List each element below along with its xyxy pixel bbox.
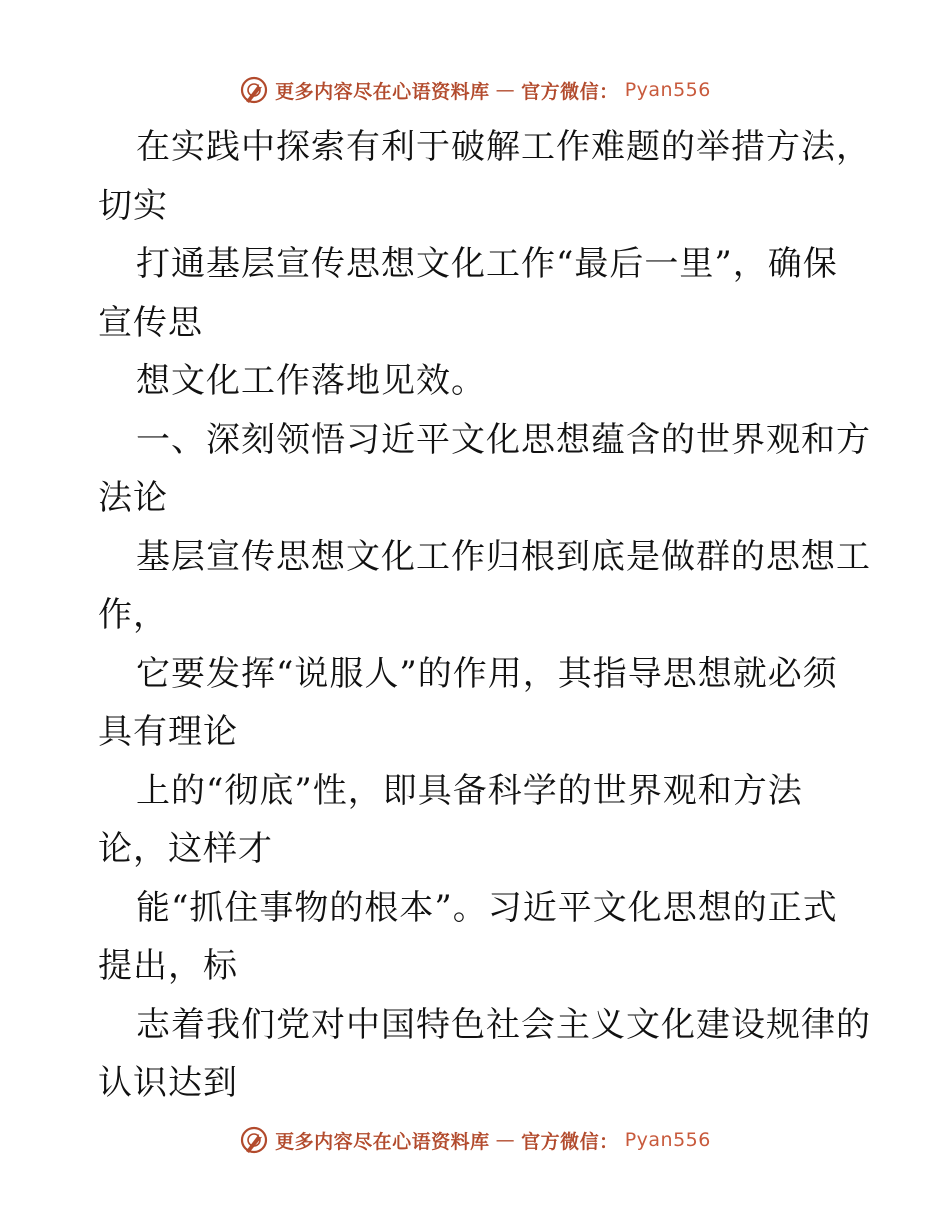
section-heading: 一、深刻领悟习近平文化思想蕴含的世界观和方 — [136, 419, 871, 460]
footer-dash: — — [495, 1129, 516, 1151]
body-line: 宣传思 — [98, 302, 203, 343]
footer-wechat-id: Pyan556 — [624, 1129, 711, 1151]
body-line: 它要发挥“说服人”的作用，其指导思想就必须 — [136, 653, 838, 694]
body-line: 论，这样才 — [98, 829, 273, 869]
header-brand-text: 更多内容尽在心语资料库 — [275, 80, 490, 103]
body-line: 上的“彻底”性，即具备科学的世界观和方法 — [136, 770, 803, 811]
body-line: 想文化工作落地见效。 — [136, 361, 486, 401]
footer-brand-text: 更多内容尽在心语资料库 — [275, 1130, 490, 1153]
section-heading-cont: 法论 — [98, 478, 168, 518]
footer-watermark — [0, 1120, 950, 1160]
pen-logo-icon — [239, 1125, 269, 1155]
header-watermark — [0, 70, 950, 110]
body-line: 具有理论 — [98, 712, 238, 752]
body-line: 在实践中探索有利于破解工作难题的举措方法， — [136, 127, 871, 167]
body-line: 提出，标 — [98, 946, 238, 986]
header-wechat-label: 官方微信： — [521, 80, 619, 103]
body-line: 打通基层宣传思想文化工作“最后一里”，确保 — [136, 244, 838, 284]
body-line: 志着我们党对中国特色社会主义文化建设规律的 — [136, 1004, 871, 1045]
header-wechat-id: Pyan556 — [624, 79, 711, 101]
body-line: 认识达到 — [98, 1063, 238, 1103]
body-line: 基层宣传思想文化工作归根到底是做群的思想工 — [136, 536, 871, 577]
document-body — [98, 118, 871, 1113]
pen-logo-icon — [239, 75, 269, 105]
body-line: 切实 — [98, 185, 168, 226]
footer-wechat-label: 官方微信： — [521, 1130, 619, 1153]
body-line: 作， — [98, 595, 168, 635]
body-line: 能“抓住事物的根本”。习近平文化思想的正式 — [136, 887, 838, 928]
header-dash: — — [495, 79, 516, 101]
